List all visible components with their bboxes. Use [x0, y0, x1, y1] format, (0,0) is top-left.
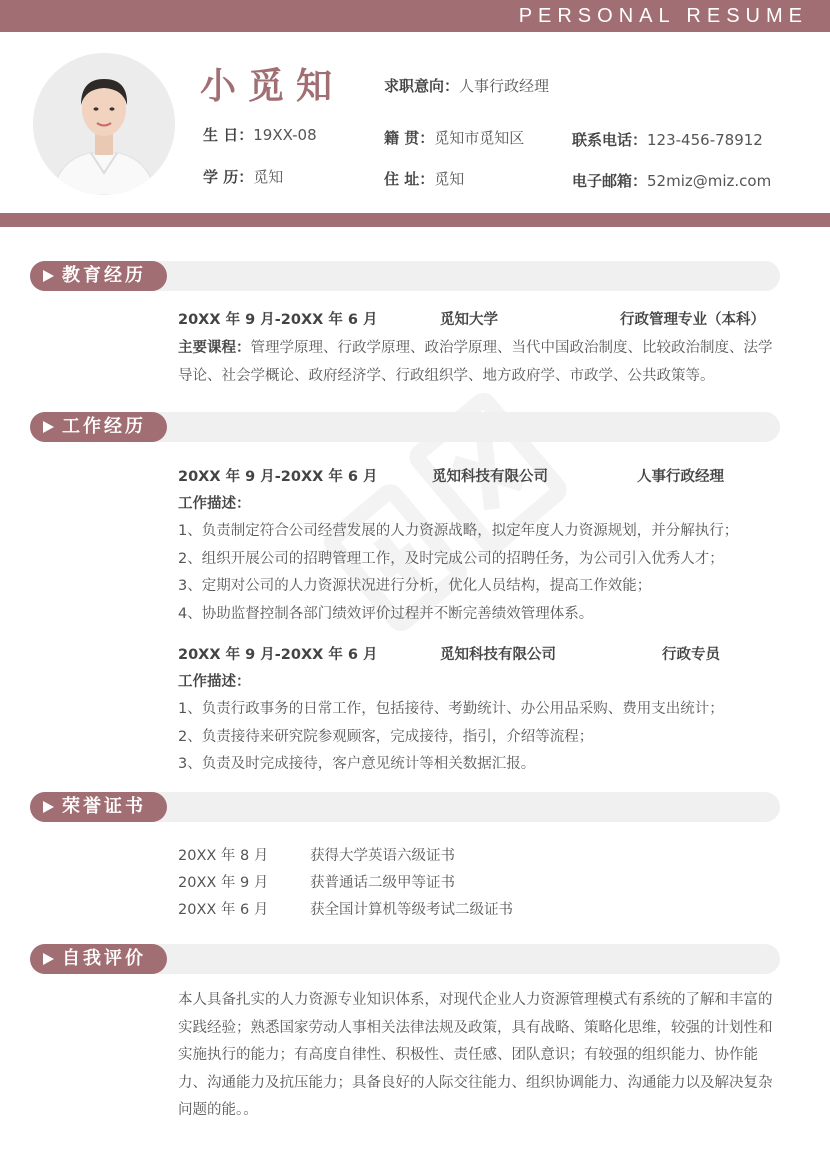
- header-divider: [0, 213, 830, 227]
- job-intention: [384, 75, 549, 96]
- education-date: 20XX 年 9 月-20XX 年 6 月: [178, 312, 378, 328]
- section-honors-header: [30, 792, 780, 822]
- phone-label: 联系电话：: [572, 131, 648, 149]
- section-self-header: [30, 944, 780, 974]
- email-value: 52miz@miz.com: [647, 172, 772, 190]
- job-date: 20XX 年 9 月-20XX 年 6 月: [178, 647, 378, 663]
- job-desc-item: 4、协助监督控制各部门绩效评价过程并不断完善绩效管理体系。: [178, 606, 594, 622]
- birth-value: 19XX-08: [253, 126, 317, 144]
- job-desc-label: 工作描述：: [178, 496, 251, 512]
- honor-date: 20XX 年 6 月: [178, 902, 269, 918]
- section-title: 工作经历: [62, 416, 146, 437]
- phone-info: [572, 129, 763, 150]
- play-triangle-icon: [43, 421, 54, 433]
- education-major: 行政管理专业（本科）: [620, 312, 765, 328]
- job-company: 觅知科技有限公司: [432, 469, 548, 485]
- portrait-illustration: [33, 53, 175, 195]
- section-pill: [30, 792, 167, 822]
- native-label: 籍 贯：: [384, 129, 435, 147]
- section-pill: [30, 412, 167, 442]
- education-school: 觅知大学: [440, 312, 498, 328]
- birth-label: 生 日：: [203, 126, 254, 144]
- education-courses: [178, 335, 778, 390]
- section-pill: [30, 261, 167, 291]
- honor-text: 获得大学英语六级证书: [310, 848, 455, 864]
- section-education-header: [30, 261, 780, 291]
- job-company: 觅知科技有限公司: [440, 647, 556, 663]
- job-desc-item: 3、定期对公司的人力资源状况进行分析，优化人员结构，提高工作效能；: [178, 578, 652, 594]
- native-info: [384, 127, 524, 148]
- section-title: 荣誉证书: [62, 796, 146, 817]
- profile-photo: [33, 53, 175, 195]
- honor-text: 获普通话二级甲等证书: [310, 875, 455, 891]
- banner-title: PERSONAL RESUME: [518, 5, 808, 27]
- address-info: [384, 168, 464, 189]
- play-triangle-icon: [43, 270, 54, 282]
- self-evaluation-text: 本人具备扎实的人力资源专业知识体系，对现代企业人力资源管理模式有系统的了解和丰富的实践经验；熟悉国家劳动人事相关法律法规及政策，具有战略、策略化思维，较强的计划性和实施执行的能力；有高度自律性、积极性、责任感、团队意识；有较强的组织能力、协作能力、沟通能力及抗压能力；具备良好的人际交往能力、组织协调能力、沟通能力以及解决复杂问题的能。。: [178, 992, 773, 1118]
- section-title: 教育经历: [62, 265, 146, 286]
- job-position: 行政专员: [662, 647, 720, 663]
- education-value: 觅知: [253, 168, 284, 186]
- play-triangle-icon: [43, 801, 54, 813]
- courses-text: 管理学原理、行政学原理、政治学原理、当代中国政治制度、比较政治制度、法学导论、社会学概论、政府经济学、行政组织学、地方政府学、市政学、公共政策等。: [178, 340, 773, 384]
- section-pill: [30, 944, 167, 974]
- section-title: 自我评价: [62, 948, 146, 969]
- job-intention-label: 求职意向：: [384, 77, 460, 95]
- play-triangle-icon: [43, 953, 54, 965]
- job-desc-item: 1、负责行政事务的日常工作，包括接待、考勤统计、办公用品采购、费用支出统计；: [178, 701, 724, 717]
- job-date: 20XX 年 9 月-20XX 年 6 月: [178, 469, 378, 485]
- honor-date: 20XX 年 9 月: [178, 875, 269, 891]
- honor-date: 20XX 年 8 月: [178, 848, 269, 864]
- address-label: 住 址：: [384, 170, 435, 188]
- email-info: [572, 170, 771, 191]
- honor-text: 获全国计算机等级考试二级证书: [310, 902, 513, 918]
- job-position: 人事行政经理: [637, 469, 724, 485]
- birth-info: [203, 124, 317, 145]
- email-label: 电子邮箱：: [572, 172, 648, 190]
- courses-label: 主要课程：: [178, 340, 251, 356]
- job-desc-item: 2、负责接待来研究院参观顾客，完成接待，指引，介绍等流程；: [178, 729, 594, 745]
- address-value: 觅知: [434, 170, 465, 188]
- job-desc-label: 工作描述：: [178, 674, 251, 690]
- job-desc-item: 3、负责及时完成接待，客户意见统计等相关数据汇报。: [178, 756, 536, 772]
- section-work-header: [30, 412, 780, 442]
- native-value: 觅知市觅知区: [434, 129, 525, 147]
- job-intention-value: 人事行政经理: [459, 77, 550, 95]
- education-label: 学 历：: [203, 168, 254, 186]
- candidate-name: 小觅知: [200, 66, 345, 107]
- job-desc-item: 2、组织开展公司的招聘管理工作，及时完成公司的招聘任务，为公司引入优秀人才；: [178, 551, 724, 567]
- top-banner: [0, 0, 830, 32]
- education-info: [203, 166, 283, 187]
- job-desc-item: 1、负责制定符合公司经营发展的人力资源战略，拟定年度人力资源规划，并分解执行；: [178, 523, 739, 539]
- phone-value: 123-456-78912: [647, 131, 763, 149]
